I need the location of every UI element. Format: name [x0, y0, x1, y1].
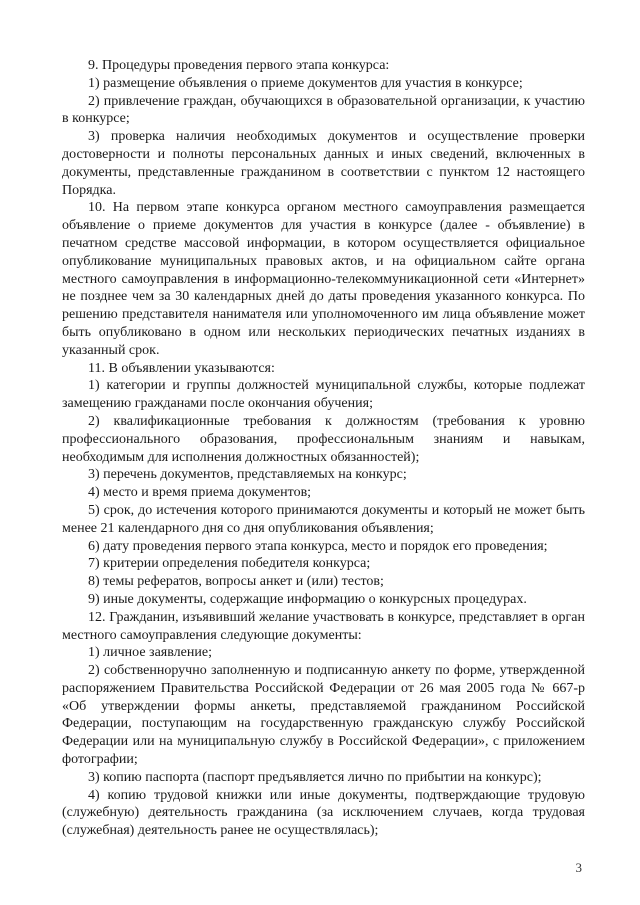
list-item: 8) темы рефератов, вопросы анкет и (или) тестов; — [88, 574, 384, 590]
document-body — [62, 57, 585, 840]
list-item: 4) копию трудовой книжки или иные документы, подтверждающие трудовую (служебную) деятельность гражданина (за исключением случаев, когда трудовая (служебная) деятельность ранее не осуществлялась); — [62, 787, 585, 839]
list-item: 5) срок, до истечения которого принимаются документы и который не может быть менее 21 календарного дня со дня опубликования объявления; — [62, 502, 585, 536]
page-number: 3 — [575, 860, 582, 875]
list-item: 4) место и время приема документов; — [88, 485, 312, 501]
list-item: 2) собственноручно заполненную и подписанную анкету по форме, утвержденной распоряжением Правительства Российской Федерации от 26 мая 2005 года № 667-р «Об утверждении формы анкеты, представляемой гражданином Российской Федерации, поступающим на государственную гражданскую службу Российской Федерации или на муниципальную службу в Российской Федерации», с приложением фотографии; — [62, 663, 585, 768]
list-item: 1) личное заявление; — [88, 645, 212, 661]
paragraph-9: 9. Процедуры проведения первого этапа конкурса: — [88, 58, 390, 73]
paragraph-12: 12. Гражданин, изъявивший желание участвовать в конкурсе, представляет в орган местного самоуправления следующие документы: — [62, 609, 585, 643]
paragraph-10: 10. На первом этапе конкурса органом местного самоуправления размещается объявление о приеме документов для участия в конкурсе (далее - объявление) в печатном средстве массовой информации, в котором осуществляется официальное опубликование муниципальных правовых актов, и на официальном сайте органа местного самоуправления в информационно-телекоммуникационной сети «Интернет» не позднее чем за 30 календарных дней до даты проведения указанного конкурса. По решению представителя нанимателя или уполномоченного им лица объявление может быть опубликовано в одном или нескольких периодических печатных изданиях в указанный срок. — [62, 200, 585, 358]
list-item: 2) привлечение граждан, обучающихся в образовательной организации, к участию в конкурсе; — [62, 93, 585, 127]
list-item: 6) дату проведения первого этапа конкурса, место и порядок его проведения; — [88, 538, 548, 554]
list-item: 3) проверка наличия необходимых документов и осуществление проверки достоверности и полноты персональных данных и иных сведений, включенных в документы, представленные гражданином в соответствии с пунктом 12 настоящего Порядка. — [62, 129, 585, 198]
list-item: 9) иные документы, содержащие информацию о конкурсных процедурах. — [88, 591, 527, 607]
list-item: 1) категории и группы должностей муниципальной службы, которые подлежат замещению гражданами после окончания обучения; — [62, 378, 585, 412]
list-item: 7) критерии определения победителя конкурса; — [88, 556, 371, 572]
list-item: 1) размещение объявления о приеме документов для участия в конкурсе; — [88, 75, 523, 91]
list-item: 3) копию паспорта (паспорт предъявляется лично по прибытии на конкурс); — [88, 769, 542, 785]
list-item: 3) перечень документов, представляемых на конкурс; — [88, 467, 407, 483]
list-item: 2) квалификационные требования к должностям (требования к уровню профессионального образования, профессиональным знаниям и навыкам, необходимым для исполнения должностных обязанностей); — [62, 413, 585, 465]
paragraph-11: 11. В объявлении указываются: — [88, 360, 275, 376]
